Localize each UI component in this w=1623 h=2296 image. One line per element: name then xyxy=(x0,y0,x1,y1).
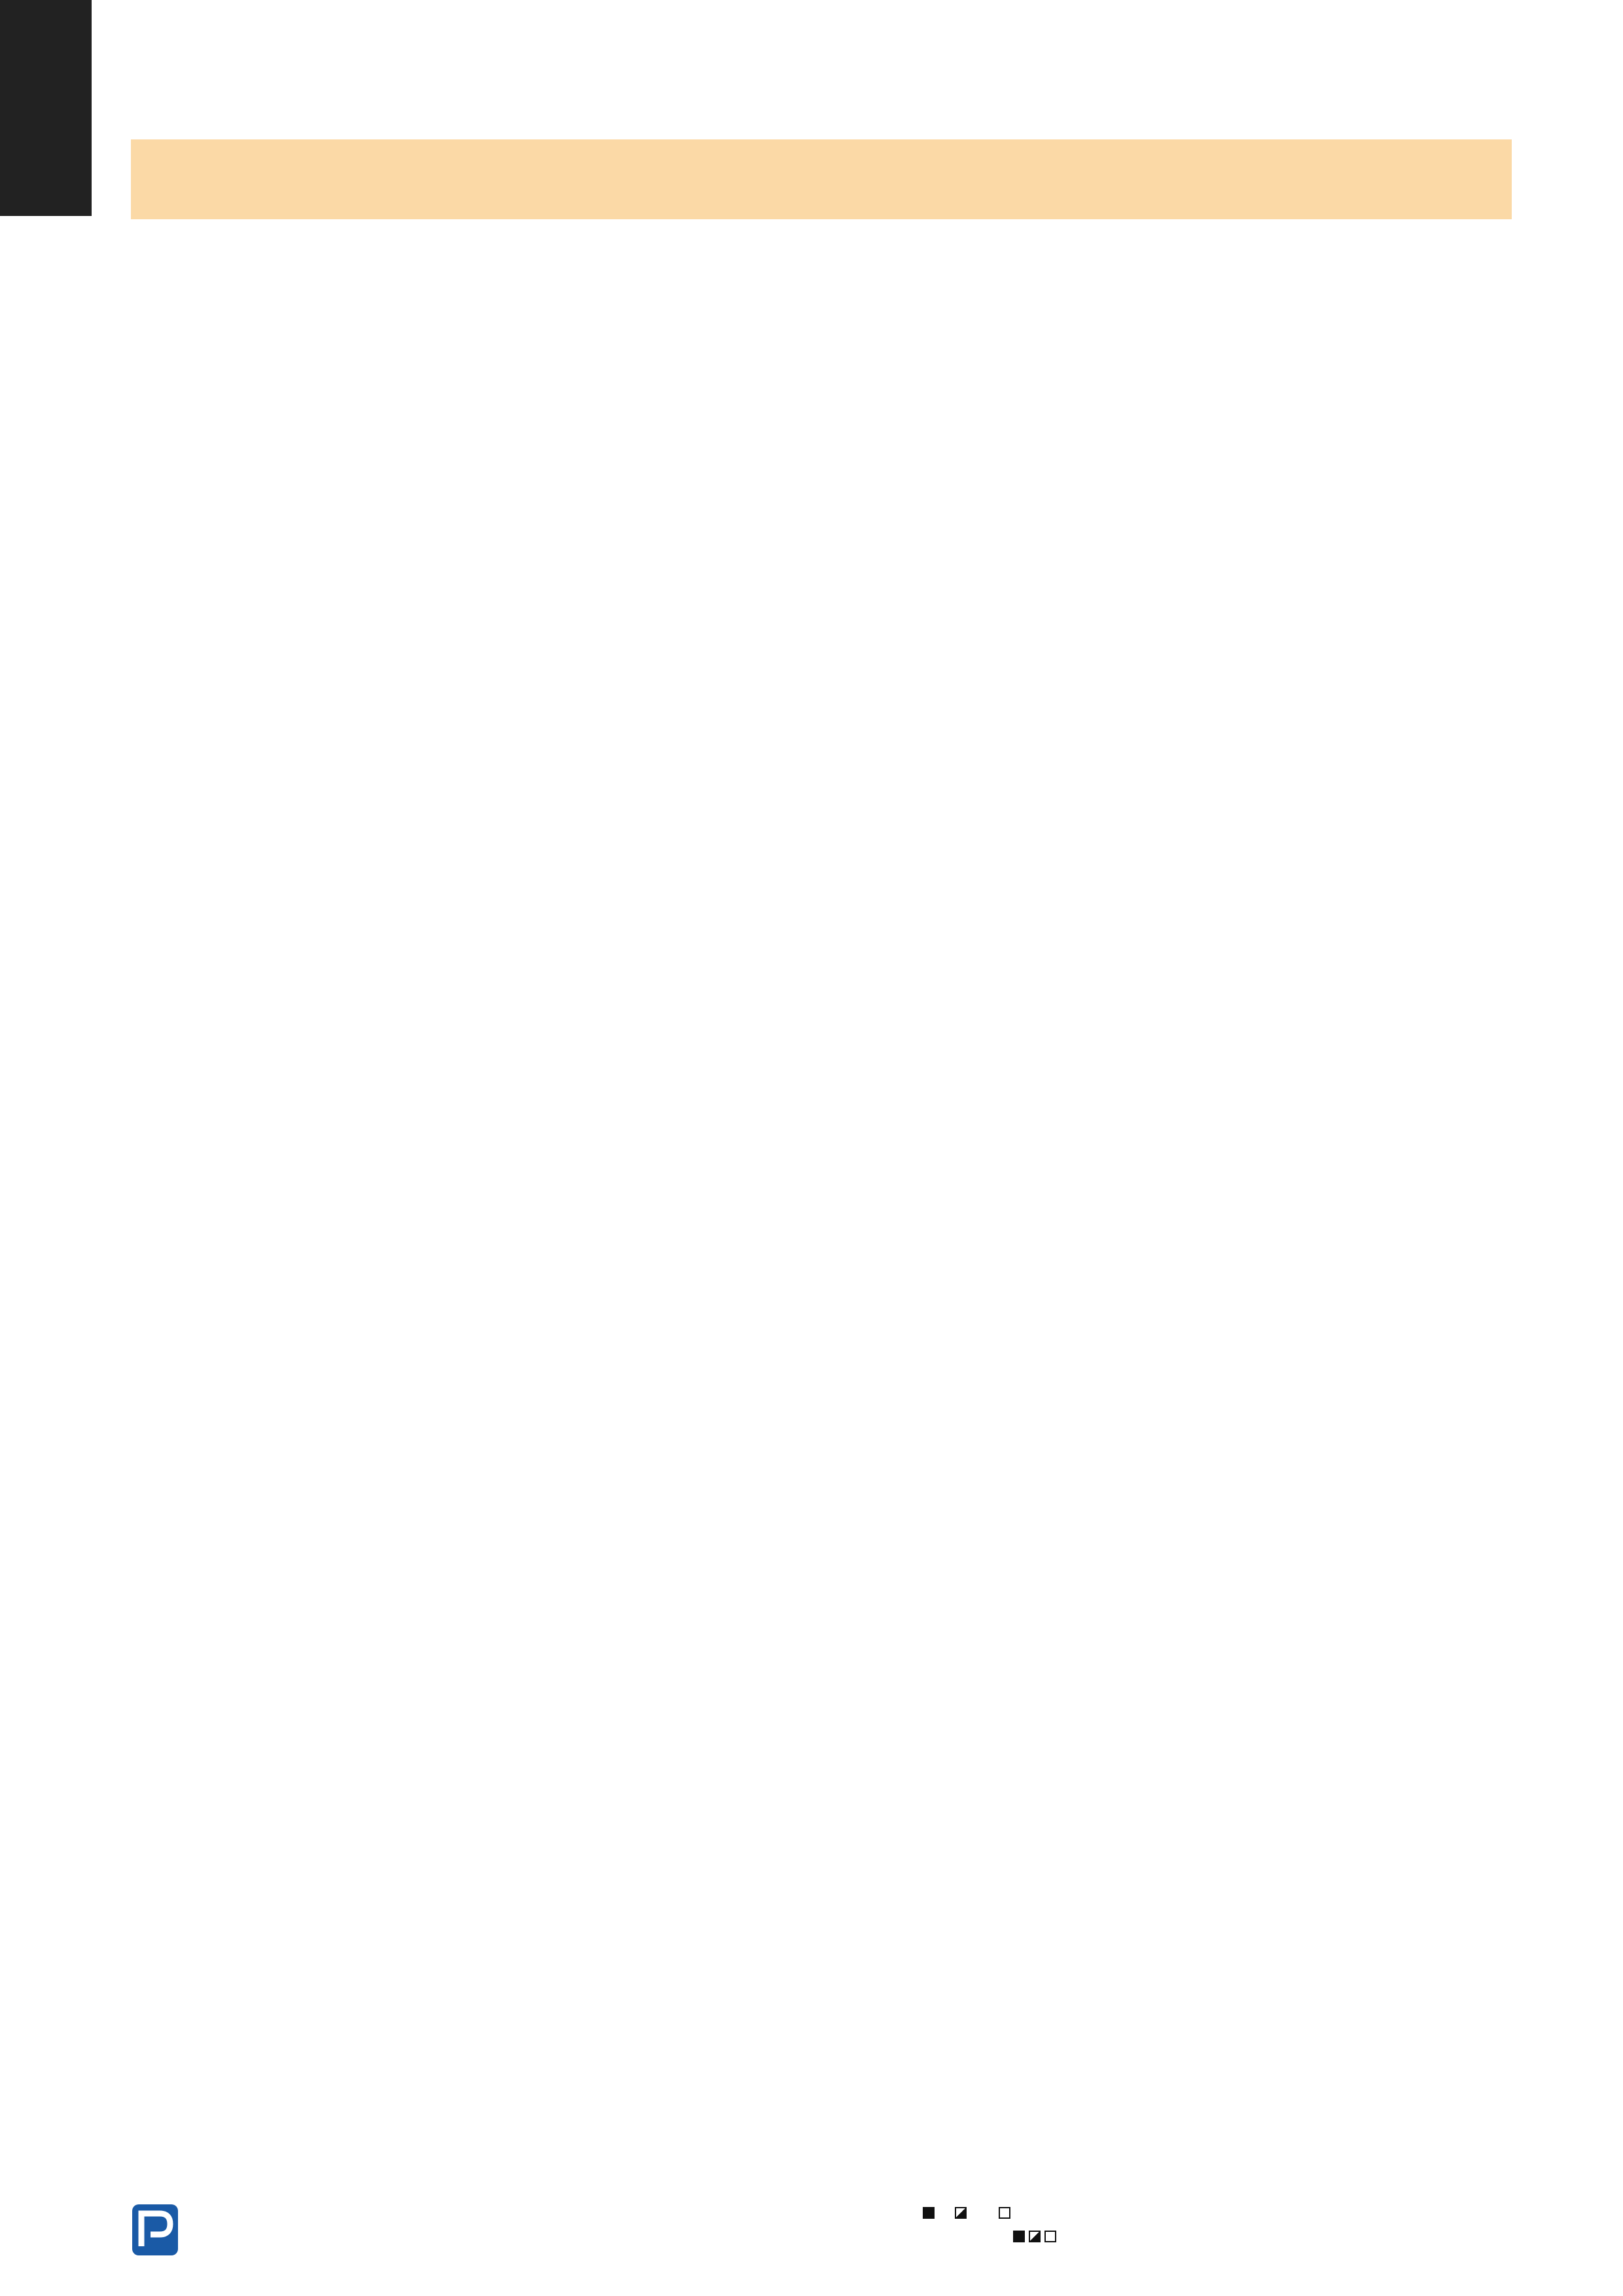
legend-sec-mark-en xyxy=(1029,2231,1041,2242)
year-tab xyxy=(0,0,92,216)
pramet-logo xyxy=(131,2200,399,2259)
legend-main-mark xyxy=(923,2207,935,2219)
page-header xyxy=(131,139,1512,219)
legend-ru xyxy=(923,2204,1010,2221)
legend-sup-mark xyxy=(999,2207,1010,2219)
legend-sup-mark-en xyxy=(1044,2231,1056,2242)
legend-en xyxy=(1013,2228,1056,2245)
legend-main-mark-en xyxy=(1013,2231,1025,2242)
legend-sec-mark xyxy=(955,2207,967,2219)
